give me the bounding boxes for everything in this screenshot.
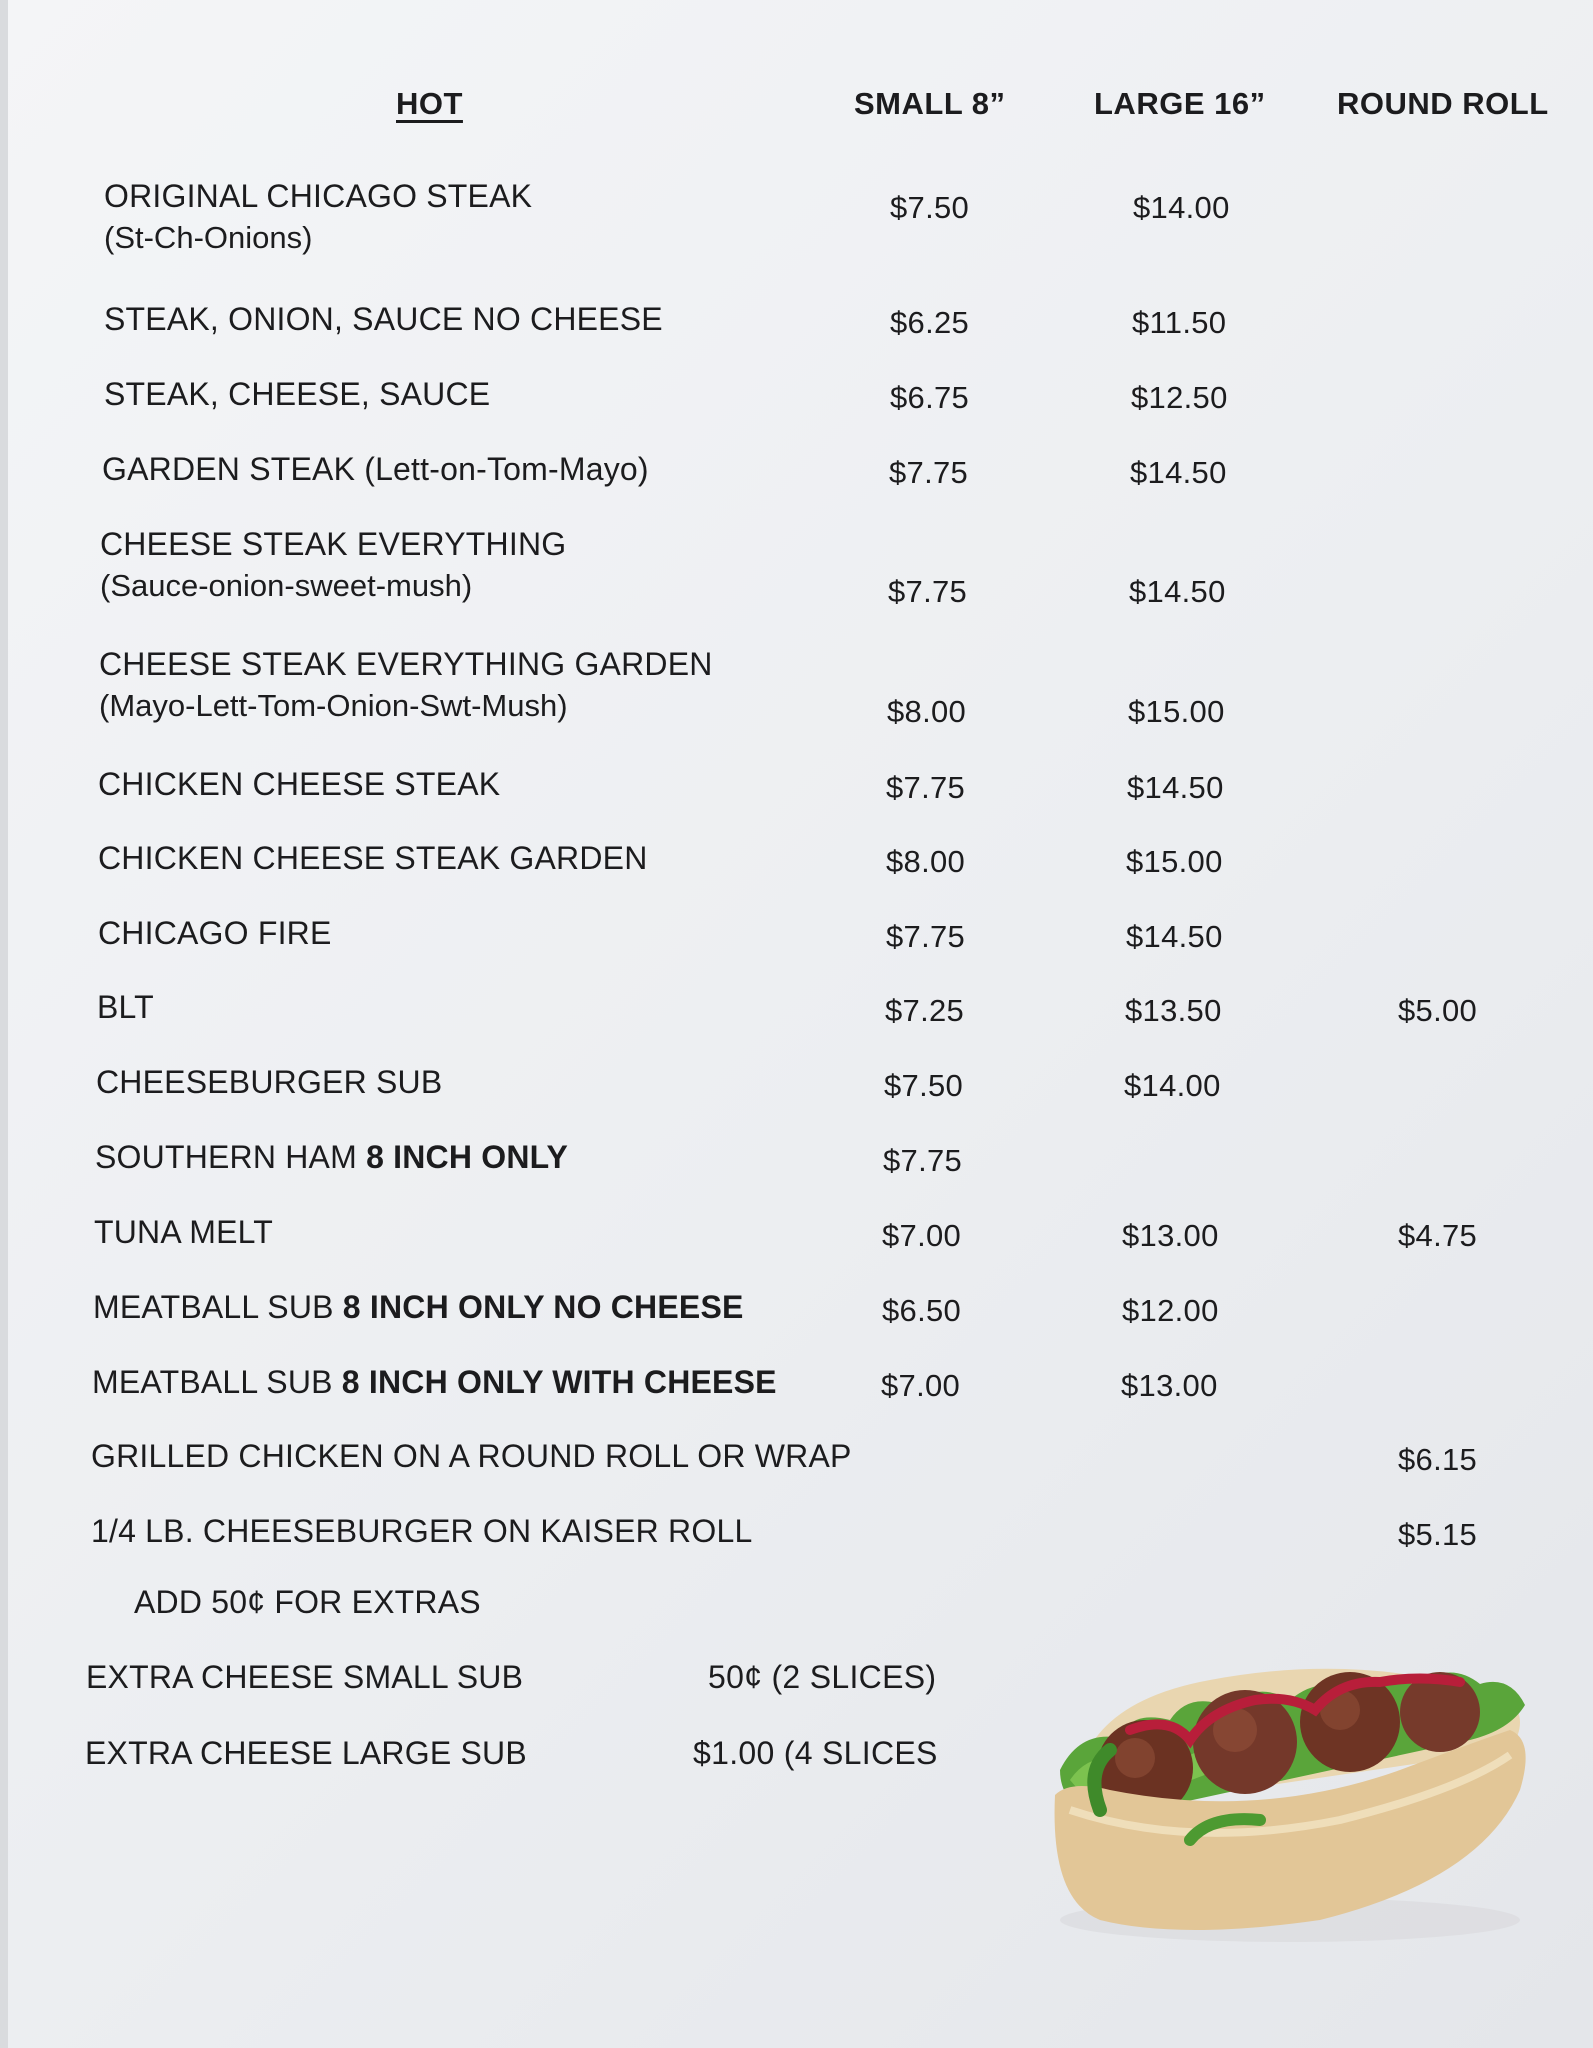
item-name <box>97 987 154 1027</box>
price-small: $7.75 <box>889 455 969 490</box>
price-large: $14.50 <box>1129 574 1226 609</box>
price-large: $12.00 <box>1122 1293 1219 1328</box>
item-name <box>98 913 332 953</box>
price-large: $14.50 <box>1127 770 1224 805</box>
item-name-text: CHICKEN CHEESE STEAK <box>98 766 501 802</box>
item-name <box>91 1436 852 1476</box>
price-small: $6.25 <box>890 305 970 340</box>
price-small: $7.75 <box>886 919 966 954</box>
header-small: SMALL 8” <box>854 86 1006 121</box>
item-name-text: 1/4 LB. CHEESEBURGER ON KAISER ROLL <box>91 1513 753 1549</box>
item-name-text: SOUTHERN HAM <box>95 1139 357 1175</box>
price-round-roll: $5.15 <box>1398 1517 1478 1552</box>
item-name <box>96 1062 442 1102</box>
item-name-text: CHICAGO FIRE <box>98 915 332 951</box>
price-large: $13.00 <box>1121 1368 1218 1403</box>
item-size-note: 8 INCH ONLY NO CHEESE <box>342 1289 744 1325</box>
price-small: $6.50 <box>882 1293 962 1328</box>
item-name-text: CHEESEBURGER SUB <box>96 1064 443 1100</box>
price-large: $11.50 <box>1132 305 1227 340</box>
price-large: $13.00 <box>1122 1218 1219 1253</box>
price-small: $8.00 <box>887 694 967 729</box>
item-name-text: BLT <box>97 989 154 1025</box>
item-name <box>94 1212 273 1252</box>
item-name <box>92 1362 777 1402</box>
item-name-text: STEAK, ONION, SAUCE NO CHEESE <box>104 301 663 337</box>
price-large: $14.00 <box>1124 1068 1221 1103</box>
header-hot: HOT <box>396 86 463 121</box>
item-name-text: CHEESE STEAK EVERYTHING GARDEN <box>99 646 713 682</box>
price-small: $7.00 <box>881 1368 961 1403</box>
item-name-text: GRILLED CHICKEN ON A ROUND ROLL OR WRAP <box>91 1438 852 1474</box>
price-large: $14.00 <box>1133 190 1230 225</box>
price-small: $8.00 <box>886 844 966 879</box>
price-large: $14.50 <box>1130 455 1227 490</box>
item-name <box>91 1511 752 1551</box>
item-name-text: CHICKEN CHEESE STEAK GARDEN <box>98 840 648 876</box>
extras-note: ADD 50¢ FOR EXTRAS <box>134 1584 481 1620</box>
item-name <box>95 1137 568 1177</box>
item-name-text: MEATBALL SUB <box>93 1289 334 1325</box>
item-name <box>104 299 663 339</box>
price-large: $15.00 <box>1128 694 1225 729</box>
item-size-note: 8 INCH ONLY WITH CHEESE <box>341 1364 777 1400</box>
price-small: $7.00 <box>882 1218 962 1253</box>
item-name-text: CHEESE STEAK EVERYTHING <box>100 526 567 562</box>
price-small: $7.25 <box>885 993 965 1028</box>
item-name <box>98 838 648 878</box>
price-large: $14.50 <box>1126 919 1223 954</box>
item-name <box>104 176 532 216</box>
item-name-text: GARDEN STEAK (Lett-on-Tom-Mayo) <box>102 451 649 487</box>
item-name <box>104 374 490 414</box>
price-large: $12.50 <box>1131 380 1228 415</box>
item-name-text: STEAK, CHEESE, SAUCE <box>104 376 491 412</box>
extra-name: EXTRA CHEESE SMALL SUB <box>86 1659 524 1695</box>
price-round-roll: $6.15 <box>1398 1442 1478 1477</box>
extra-name: EXTRA CHEESE LARGE SUB <box>85 1735 527 1771</box>
item-name-text: ORIGINAL CHICAGO STEAK <box>104 178 533 214</box>
extra-price: 50¢ (2 SLICES) <box>708 1659 937 1695</box>
extra-price: $1.00 (4 SLICES <box>693 1735 938 1771</box>
item-name <box>100 524 566 564</box>
item-description: (Mayo-Lett-Tom-Onion-Swt-Mush) <box>99 688 568 723</box>
price-large: $15.00 <box>1126 844 1223 879</box>
price-small: $6.75 <box>890 380 970 415</box>
item-name-text: TUNA MELT <box>94 1214 274 1250</box>
item-name <box>93 1287 744 1327</box>
item-size-note: 8 INCH ONLY <box>366 1139 569 1175</box>
price-small: $7.75 <box>888 574 968 609</box>
price-small: $7.50 <box>884 1068 964 1103</box>
item-name-text: MEATBALL SUB <box>92 1364 333 1400</box>
item-name <box>98 764 500 804</box>
header-large: LARGE 16” <box>1094 86 1266 121</box>
price-small: $7.75 <box>886 770 966 805</box>
price-round-roll: $5.00 <box>1398 993 1478 1028</box>
item-description: (St-Ch-Onions) <box>104 220 313 255</box>
item-description: (Sauce-onion-sweet-mush) <box>100 568 473 603</box>
price-large: $13.50 <box>1125 993 1222 1028</box>
header-round-roll: ROUND ROLL <box>1337 86 1549 121</box>
item-name <box>99 644 713 684</box>
price-small: $7.75 <box>883 1143 963 1178</box>
price-round-roll: $4.75 <box>1398 1218 1478 1253</box>
price-small: $7.50 <box>890 190 970 225</box>
meatball-sub-photo <box>1040 1620 1540 1950</box>
item-name <box>102 449 649 489</box>
